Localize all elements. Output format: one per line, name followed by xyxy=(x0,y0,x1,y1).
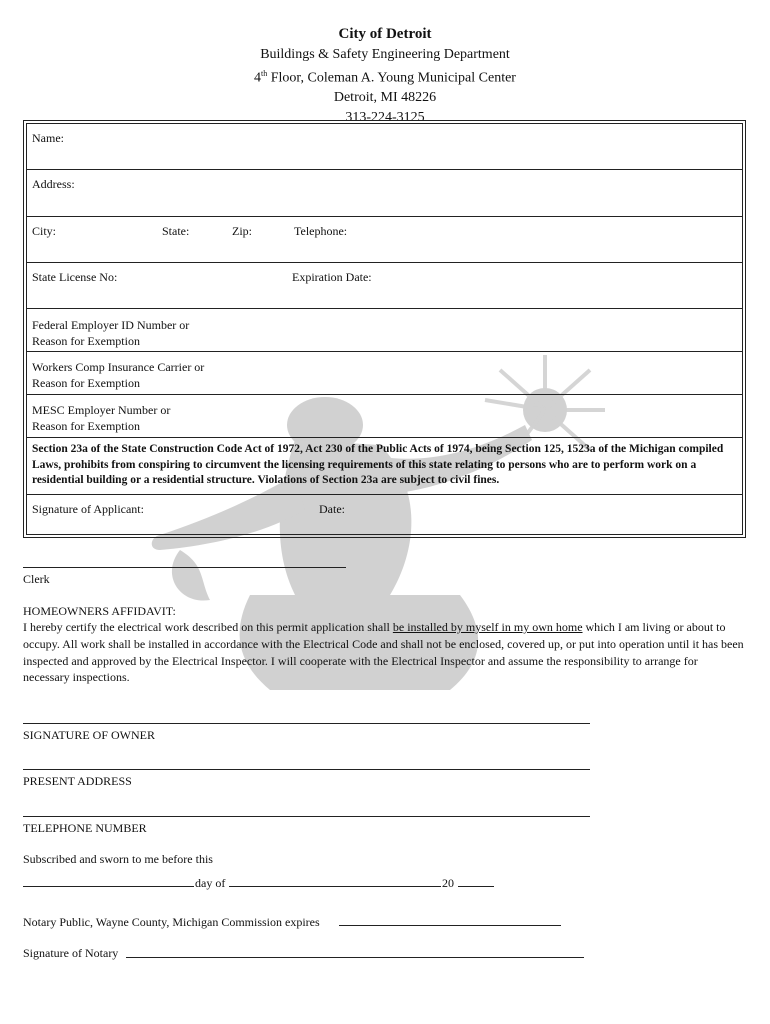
owner-signature-label: SIGNATURE OF OWNER xyxy=(23,728,155,742)
affidavit-title: HOMEOWNERS AFFIDAVIT: xyxy=(23,604,176,618)
applicant-signature-label: Signature of Applicant: xyxy=(32,502,144,516)
mesc-row[interactable] xyxy=(27,395,742,438)
department-phone: 313-224-3125 xyxy=(345,109,425,125)
department-name: Buildings & Safety Engineering Department xyxy=(260,46,510,62)
zip-label: Zip: xyxy=(232,224,252,238)
building-address xyxy=(0,64,770,88)
present-address-line[interactable] xyxy=(23,769,590,770)
city-name: City of Detroit xyxy=(338,26,432,42)
address-label: Address: xyxy=(32,177,75,191)
telephone-label: Telephone: xyxy=(294,224,348,238)
license-label: State License No: xyxy=(32,270,118,284)
city-label: City: xyxy=(32,224,57,238)
notary-commission-label: Notary Public, Wayne County, Michigan Commission expires xyxy=(23,915,320,929)
letterhead xyxy=(0,25,770,127)
day-of-label: day of xyxy=(195,876,226,890)
mesc-label xyxy=(32,403,170,434)
section-23a-notice-row xyxy=(27,438,742,495)
workers-comp-label-line2: Reason for Exemption xyxy=(32,375,140,390)
expiration-label: Expiration Date: xyxy=(292,270,372,284)
month-blank[interactable] xyxy=(229,886,441,887)
name-label: Name: xyxy=(32,131,64,145)
telephone-number-label: TELEPHONE NUMBER xyxy=(23,821,147,835)
notary-signature-line[interactable] xyxy=(126,957,584,958)
floor-suffix: th xyxy=(261,69,268,78)
state-label: State: xyxy=(162,224,190,238)
fein-row[interactable] xyxy=(27,309,742,352)
section-23a-notice: Section 23a of the State Construction Code Act of 1972, Act 230 of the Public Acts of 1974, being Section 125, 1523a of the Michigan compiled Laws, prohibits from conspiring to circumvent the licensing requirements of this state relating to persons who are to perform work on a residential building or a residential structure. Violations of Section 23a are subject to civil fines. xyxy=(32,443,724,486)
applicant-date-label: Date: xyxy=(319,502,345,516)
workers-comp-label xyxy=(32,360,204,391)
year-prefix: 20 xyxy=(442,876,454,890)
affidavit-text-start: I hereby certify the electrical work described on this permit application shall xyxy=(23,620,393,634)
fein-label xyxy=(32,318,189,349)
affidavit-text-underlined: be installed by myself in my own home xyxy=(392,620,583,634)
year-blank[interactable] xyxy=(458,886,494,887)
day-blank[interactable] xyxy=(23,886,194,887)
floor-number: 4 xyxy=(254,70,262,86)
workers-comp-label-line1: Workers Comp Insurance Carrier or xyxy=(32,360,205,374)
sworn-statement: Subscribed and sworn to me before this xyxy=(23,852,213,866)
mesc-label-line2: Reason for Exemption xyxy=(32,418,140,433)
building-address-rest: Floor, Coleman A. Young Municipal Center xyxy=(267,70,516,86)
present-address-label: PRESENT ADDRESS xyxy=(23,774,132,788)
mesc-label-line1: MESC Employer Number or xyxy=(32,403,171,417)
clerk-label: Clerk xyxy=(23,572,50,586)
owner-signature-line[interactable] xyxy=(23,723,590,724)
commission-expires-line[interactable] xyxy=(339,925,561,926)
city-state-zip: Detroit, MI 48226 xyxy=(333,90,437,106)
notary-signature-label: Signature of Notary xyxy=(23,946,119,960)
affidavit-text-end: which I am living or about to occupy. All work shall be installed in accordance with the Electrical Code and shall not be enclosed, covered up, or put into operation until it has been inspected and approved by the Electrical Inspector. I will cooperate with the Electrical Inspector and assume the responsibility to arrange for necessary inspections. xyxy=(23,620,744,685)
affidavit-text xyxy=(23,619,745,686)
workers-comp-row[interactable] xyxy=(27,352,742,395)
signature-row[interactable] xyxy=(27,495,742,536)
fein-label-line1: Federal Employer ID Number or xyxy=(32,318,190,332)
clerk-signature-line[interactable] xyxy=(23,567,346,568)
license-row[interactable] xyxy=(27,263,742,309)
telephone-number-line[interactable] xyxy=(23,816,590,817)
city-state-zip-phone-row[interactable] xyxy=(27,217,742,263)
name-row[interactable] xyxy=(27,124,742,170)
address-row[interactable] xyxy=(27,170,742,217)
applicant-form xyxy=(23,120,746,538)
fein-label-line2: Reason for Exemption xyxy=(32,333,140,348)
